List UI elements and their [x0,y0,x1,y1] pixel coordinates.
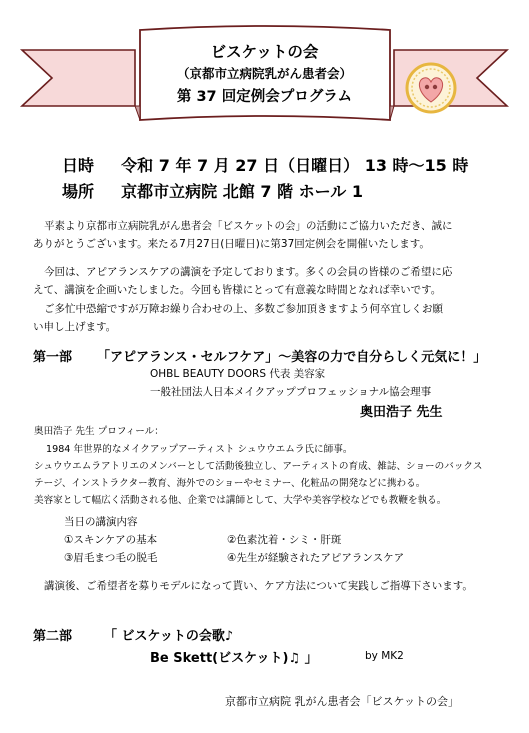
place-value: 京都市立病院 北館 7 階 ホール 1 [121,182,363,201]
header-subtitle: （京都市立病院乳がん患者会） [176,66,352,81]
contents-item-4: ④先生が経験されたアピアランスケア [227,552,405,564]
part1-affiliation-1: OHBL BEAUTY DOORS 代表 美容家 [150,368,326,380]
intro-p1-line1: 平素より京都市立病院乳がん患者会「ビスケットの会」の活動にご協力いただき、誠に [44,220,453,232]
contents-item-2: ②色素沈着・シミ・肝斑 [227,534,342,546]
profile-line-1: 1984 年世界的なメイクアップアーティスト シュウウエムラ氏に師事。 [46,444,353,455]
part1-label: 第一部 [33,350,73,365]
date-label: 日時 [62,156,95,175]
part2-title-line1: 「 ビスケットの会歌♪ [104,629,234,644]
header-program: 第 37 回定例会プログラム [176,89,353,105]
part1-title: 「アピアランス・セルフケア」～美容の力で自分らしく元気に！」 [97,350,487,365]
heart-wreath-icon [405,62,457,114]
profile-heading: 奥田浩子 先生 プロフィール： [34,426,164,437]
profile-line-4: 美容家として幅広く活動される他、企業では講師として、大学や美容学校などでも教鞭を執る。 [34,495,447,506]
contents-heading: 当日の講演内容 [64,516,138,528]
part1-affiliation-2: 一般社団法人日本メイクアッププロフェッショナル協会理事 [150,386,432,398]
part1-speaker: 奥田浩子 先生 [360,405,443,420]
part2-by: by MK2 [365,650,404,662]
part2-label: 第二部 [33,629,73,644]
intro-p3-line1: ご多忙中恐縮ですが万障お繰り合わせの上、多数ご参加頂きますよう何卒宜しくお願 [44,303,443,315]
date-value: 令和 7 年 7 月 27 日（日曜日） 13 時～15 時 [121,156,469,175]
contents-item-1: ①スキンケアの基本 [64,534,158,546]
intro-p2-line1: 今回は、アピアランスケアの講演を予定しております。多くの会員の皆様のご希望に応 [44,266,453,278]
place-label: 場所 [62,182,95,201]
header-title: ビスケットの会 [210,43,319,61]
footer-signature: 京都市立病院 乳がん患者会「ビスケットの会」 [225,695,459,708]
profile-line-3: テージ、インストラクター教育、海外でのショーやセミナー、化粧品の開発などに携わる。 [34,478,426,489]
after-lecture-note: 講演後、ご希望者を募りモデルになって貰い、ケア方法について実践しご指導下さいます。 [44,580,473,592]
intro-p1-line2: ありがとうございます。来たる7月27日(日曜日)に第37回定例会を開催いたします。 [33,238,430,250]
intro-p2-line2: えて、講演を企画いたしました。今回も皆様にとって有意義な時間となれば幸いです。 [33,284,442,296]
intro-p3-line2: い申し上げます。 [33,321,117,333]
contents-item-3: ③眉毛まつ毛の脱毛 [64,552,158,564]
part2-title-line2: Be Skett(ビスケット)♫ 」 [150,651,318,666]
profile-line-2: シュウウエムラアトリエのメンバーとして活動後独立し、アーティストの育成、雑誌、ショーのバックス [34,461,483,472]
